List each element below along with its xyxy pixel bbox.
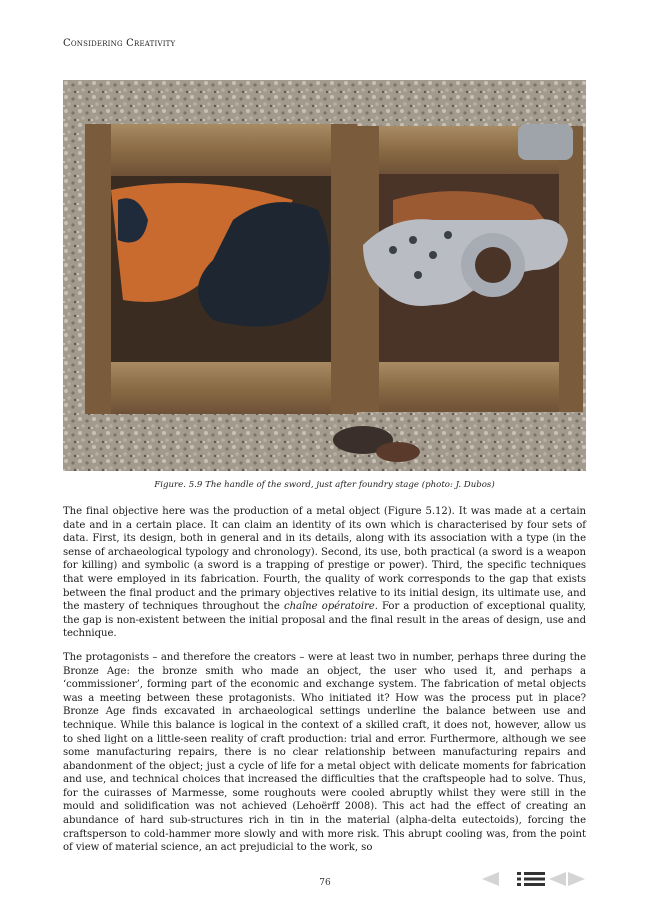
paragraph-text: . For a production of exceptional quality, the gap is non-existent between the initial proposal and the final result in the areas of design, use and technique. <box>63 601 586 640</box>
emphasis-text: chaîne opératoire <box>283 601 375 613</box>
figure-photo <box>63 80 586 471</box>
previous-page-icon[interactable] <box>480 871 500 887</box>
table-of-contents-icon[interactable] <box>516 871 546 887</box>
figure-caption: Figure. 5.9 The handle of the sword, just after foundry stage (photo: J. Dubos) <box>154 480 495 490</box>
paragraph-text: The final objective here was the production of a metal object (Figure 5.12). It was made at a certain date and in a certain place. It can claim an identity of its own which is characterised by four sets of data. First, its design, both in general and in its details, along with its association with a type (in the sense of archaeological typology and chronology). Second, its use, both practical (a sword is a weapon for killing) and symbolic (a sword is a trapping of prestige or power). Third, the specific techniques that were employed in its fabrication. Fourth, the quality of work corresponds to the gap that exists between the final product and the primary objectives relative to its initial design, its ultimate use, and the mastery of techniques throughout the <box>63 506 586 613</box>
paragraph: The protagonists – and therefore the creators – were at least two in number, perhaps three during the Bronze Age: the bronze smith who made an object, the user who used it, and perhaps a ‘commissioner’, forming part of the economic and exchange system. The fabrication of metal objects was a meeting between these protagonists. Who initiated it? How was the process put in place? Bronze Age finds excavated in archaeological settings underline the balance between use and technique. While this balance is logical in the context of a skilled craft, it does not, however, allow us to shed light on a little-seen reality of craft production: trial and error. Furthermore, although we see some manufacturing repairs, there is no clear relationship between manufacturing repairs and abandonment of the object; just a cycle of life for a metal object with delicate moments for fabrication and use, and technical choices that increased the difficulties that the craftspeople had to solve. Thus, for the cuirasses of Marmesse, some roughouts were cooled abruptly whilst they were still in the mould and solidification was not achieved (Lehoërff 2008). This act had the effect of creating an abundance of hard sub-structures rich in tin in the material (alpha-delta eutectoids), forcing the craftsperson to cold-hammer more slowly and with more risk. This abrupt cooling was, from the point of view of material science, an act prejudicial to the work, so <box>63 651 586 854</box>
body-text <box>63 505 586 865</box>
paragraph <box>63 505 586 641</box>
page-number: 76 <box>319 878 331 888</box>
sword-mould-photo <box>63 80 586 471</box>
running-head: Considering Creativity <box>63 38 176 49</box>
back-icon[interactable] <box>547 871 567 887</box>
next-page-icon[interactable] <box>567 871 587 887</box>
